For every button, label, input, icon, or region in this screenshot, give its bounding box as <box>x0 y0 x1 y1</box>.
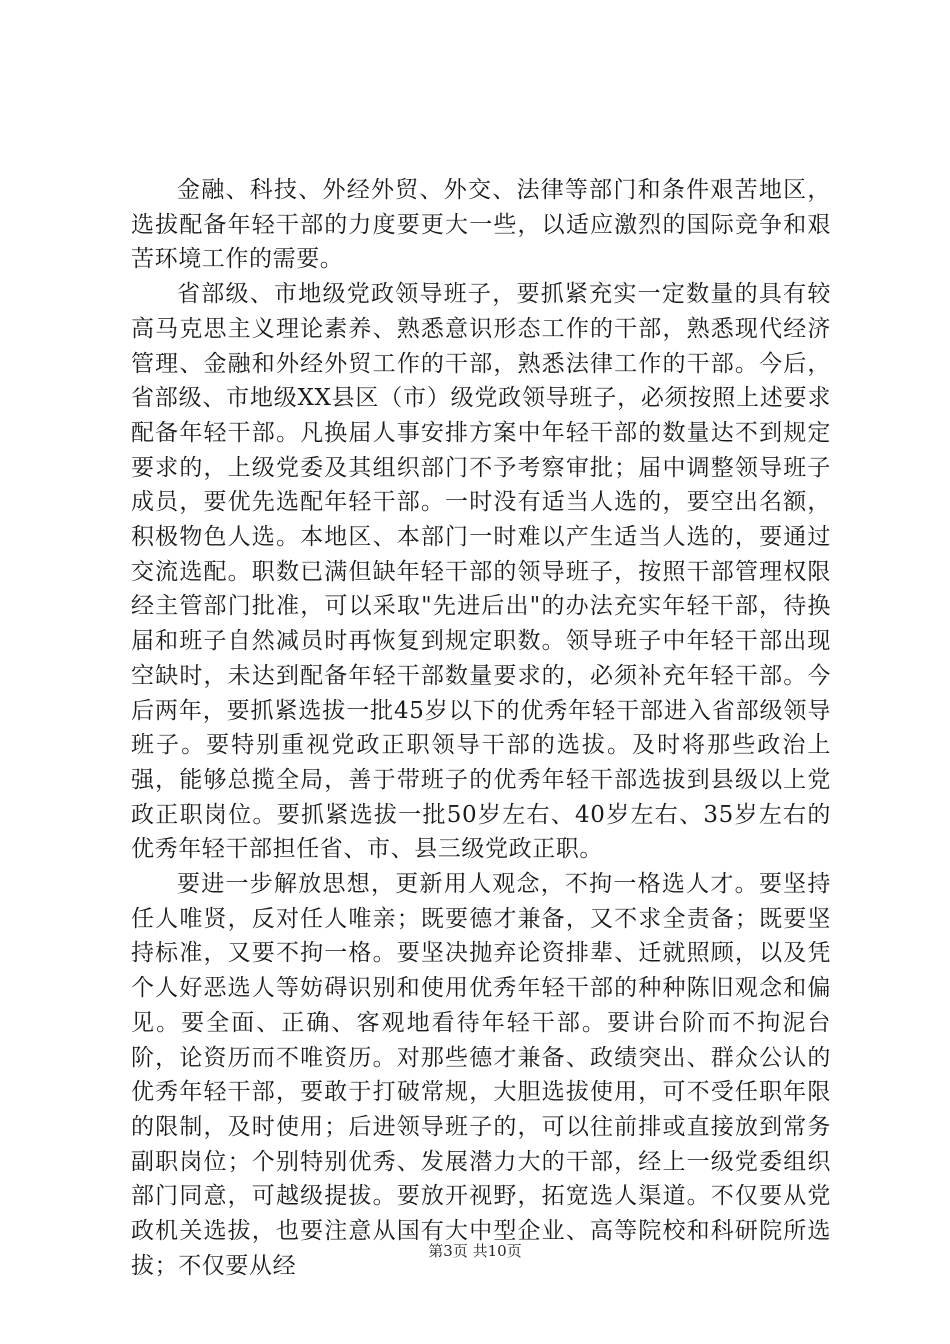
paragraph-3: 要进一步解放思想，更新用人观念，不拘一格选人才。要坚持任人唯贤，反对任人唯亲；既要德才兼备，又不求全责备；既要坚持标准，又要不拘一格。要坚决抛弃论资排辈、迁就照顾，以及凭个人好恶选人等妨碍识别和使用优秀年轻干部的种种陈旧观念和偏见。要全面、正确、客观地看待年轻干部。要讲台阶而不拘泥台阶，论资历而不唯资历。对那些德才兼备、政绩突出、群众公认的优秀年轻干部，要敢于打破常规，大胆选拔使用，可不受任职年限的限制，及时使用；后进领导班子的，可以往前排或直接放到常务副职岗位；个别特别优秀、发展潜力大的干部，经上一级党委组织部门同意，可越级提拔。要放开视野，拓宽选人渠道。不仅要从党政机关选拔，也要注意从国有大中型企业、高等院校和科研院所选拔；不仅要从经 <box>131 871 831 1279</box>
paragraph-2: 省部级、市地级党政领导班子，要抓紧充实一定数量的具有较高马克思主义理论素养、熟悉意识形态工作的干部，熟悉现代经济管理、金融和外经外贸工作的干部，熟悉法律工作的干部。今后，省部级、市地级XX县区（市）级党政领导班子，必须按照上述要求配备年轻干部。凡换届人事安排方案中年轻干部的数量达不到规定要求的，上级党委及其组织部门不予考察审批；届中调整领导班子成员，要优先选配年轻干部。一时没有适当人选的，要空出名额，积极物色人选。本地区、本部门一时难以产生适当人选的，要通过交流选配。职数已满但缺年轻干部的领导班子，按照干部管理权限经主管部门批准，可以采取"先进后出"的办法充实年轻干部，待换届和班子自然减员时再恢复到规定职数。领导班子中年轻干部出现空缺时，未达到配备年轻干部数量要求的，必须补充年轻干部。今后两年，要抓紧选拔一批45岁以下的优秀年轻干部进入省部级领导班子。要特别重视党政正职领导干部的选拔。及时将那些政治上强，能够总揽全局，善于带班子的优秀年轻干部选拔到县级以上党政正职岗位。要抓紧选拔一批50岁左右、40岁左右、35岁左右的优秀年轻干部担任省、市、县三级党政正职。 <box>131 281 831 863</box>
paragraph-1: 金融、科技、外经外贸、外交、法律等部门和条件艰苦地区，选拔配备年轻干部的力度要更大一些，以适应激烈的国际竞争和艰苦环境工作的需要。 <box>131 177 831 273</box>
page-number-footer: 第3页 共10页 <box>428 1242 522 1260</box>
document-body <box>131 173 831 1284</box>
